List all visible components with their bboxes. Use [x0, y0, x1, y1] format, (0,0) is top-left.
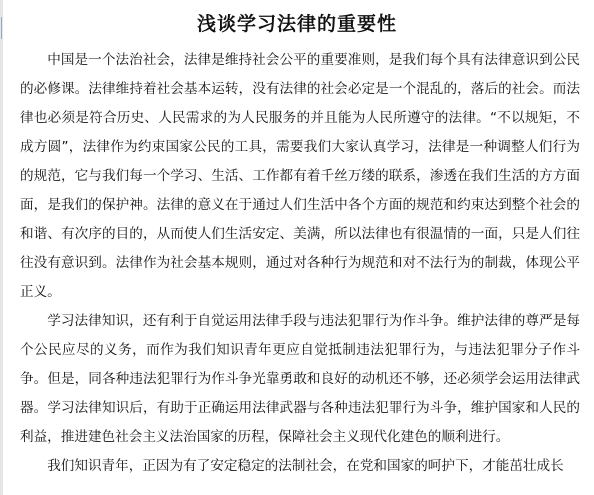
- paragraph-1: 中国是一个法治社会，法律是维持社会公平的重要准则，是我们每个具有法律意识到公民的必修课。法律维持着社会基本运转，没有法律的社会必定是一个混乱的，落后的社会。而法律也必须是符合历史、人民需求的为人民服务的并且能为人民所遵守的法律。“不以规矩，不成方圆”，法律作为约束国家公民的工具，需要我们大家认真学习，法律是一种调整人们行为的规范，它与我们每一个学习、生活、工作都有着千丝万缕的联系，渗透在我们生活的方方面面，是我们的保护神。法律的意义在于通过人们生活中各个方面的规范和约束达到整个社会的和谐、有次序的目的，从而使人们生活安定、美满，所以法律也有很温情的一面，只是人们往往没有意识到。法律作为社会基本规则，通过对各种行为规范和对不法行为的制裁，体现公平正义。: [20, 52, 580, 300]
- left-margin-rule: [0, 0, 3, 495]
- paragraph-3: 我们知识青年，正因为有了安定稳定的法制社会，在党和国家的呵护下，才能茁壮成长: [47, 458, 564, 474]
- document-title: 浅谈学习法律的重要性: [196, 13, 397, 35]
- document-body: [20, 46, 580, 481]
- paragraph-2: 学习法律知识，还有利于自觉运用法律手段与违法犯罪行为作斗争。维护法律的尊严是每个公民应尽的义务，而作为我们知识青年更应自觉抵制违法犯罪行为，与违法犯罪分子作斗争。但是，同各种违法犯罪行为作斗争光靠勇敢和良好的动机还不够，还必须学会运用法律武器。学习法律知识后，有助于正确运用法律武器与各种违法犯罪行为斗争，维护国家和人民的利益，推进建色社会主义法治国家的历程，保障社会主义现代化建色的顺利进行。: [20, 313, 580, 445]
